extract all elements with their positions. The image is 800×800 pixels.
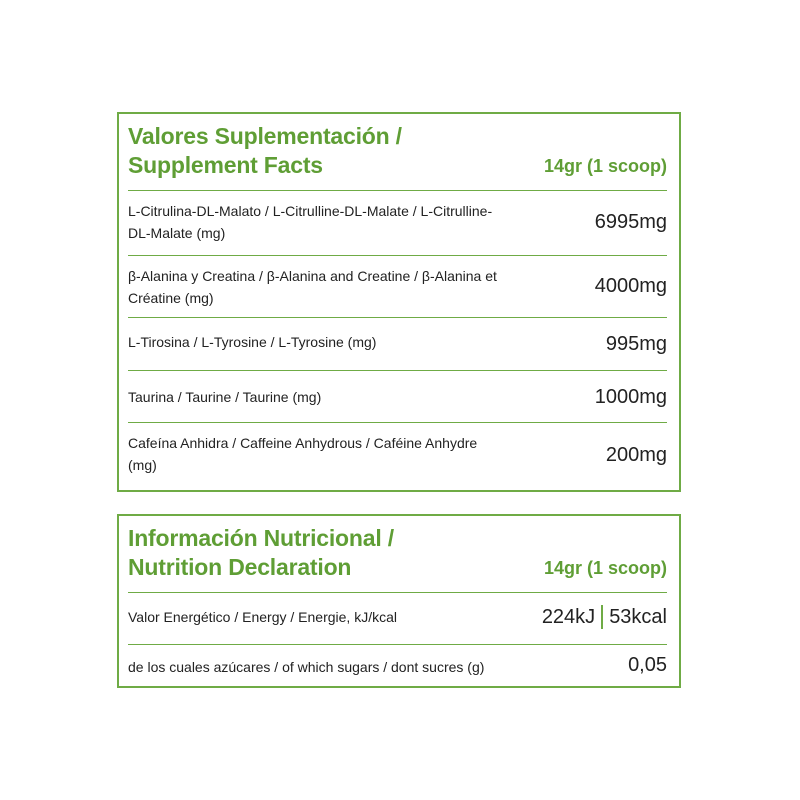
value-divider [601,605,603,629]
sugars-value: 0,05 [628,654,667,676]
label-line-1: Cafeína Anhidra / Caffeine Anhydrous / Caféine Anhydre [128,435,478,451]
sugars-label: de los cuales azúcares / of which sugars / dont sucres (g) [128,659,485,675]
label-line-1: β-Alanina y Creatina / β-Alanina and Creatine / β-Alanina et [128,268,497,284]
title-line-2: Nutrition Declaration [128,554,352,580]
label-line-2: Créatine (mg) [128,290,214,306]
table-row [128,317,667,371]
row-label [128,432,477,476]
table-row [128,255,667,318]
energy-label: Valor Energético / Energy / Energie, kJ/kcal [128,609,397,625]
row-value: 200mg [605,444,667,466]
label-line-2: (mg) [128,457,157,473]
supplement-facts-header [119,114,679,190]
nutrition-declaration-panel [117,514,681,688]
row-value: 995mg [605,333,667,355]
row-value: 6995mg [594,211,667,233]
nutrition-declaration-header [119,516,679,592]
row-label [128,331,376,353]
nutrition-declaration-title [128,524,394,582]
energy-row [128,592,667,645]
label-line-2: DL-Malate (mg) [128,225,226,241]
title-line-1: Valores Suplementación / [128,123,402,149]
row-label [128,265,497,309]
supplement-facts-title [128,122,402,180]
row-label [128,200,492,244]
table-row [128,190,667,256]
energy-kj: 224kJ [541,606,596,628]
energy-value [542,605,667,629]
supplement-facts-panel [117,112,681,492]
energy-kcal: 53kcal [609,606,667,628]
label-line-1: L-Citrulina-DL-Malato / L-Citrulline-DL-Malate / L-Citrulline- [128,203,493,219]
table-row [128,370,667,423]
title-line-1: Información Nutricional / [128,525,394,551]
row-value: 4000mg [594,275,667,297]
table-row [128,422,667,489]
title-line-2: Supplement Facts [128,152,323,178]
serving-size: 14gr (1 scoop) [543,156,667,176]
label-line-1: Taurina / Taurine / Taurine (mg) [128,389,322,405]
sugars-row [128,644,667,687]
row-value: 1000mg [594,386,667,408]
label-line-1: L-Tirosina / L-Tyrosine / L-Tyrosine (mg) [128,334,377,350]
serving-size: 14gr (1 scoop) [543,558,667,578]
row-label [128,386,321,408]
